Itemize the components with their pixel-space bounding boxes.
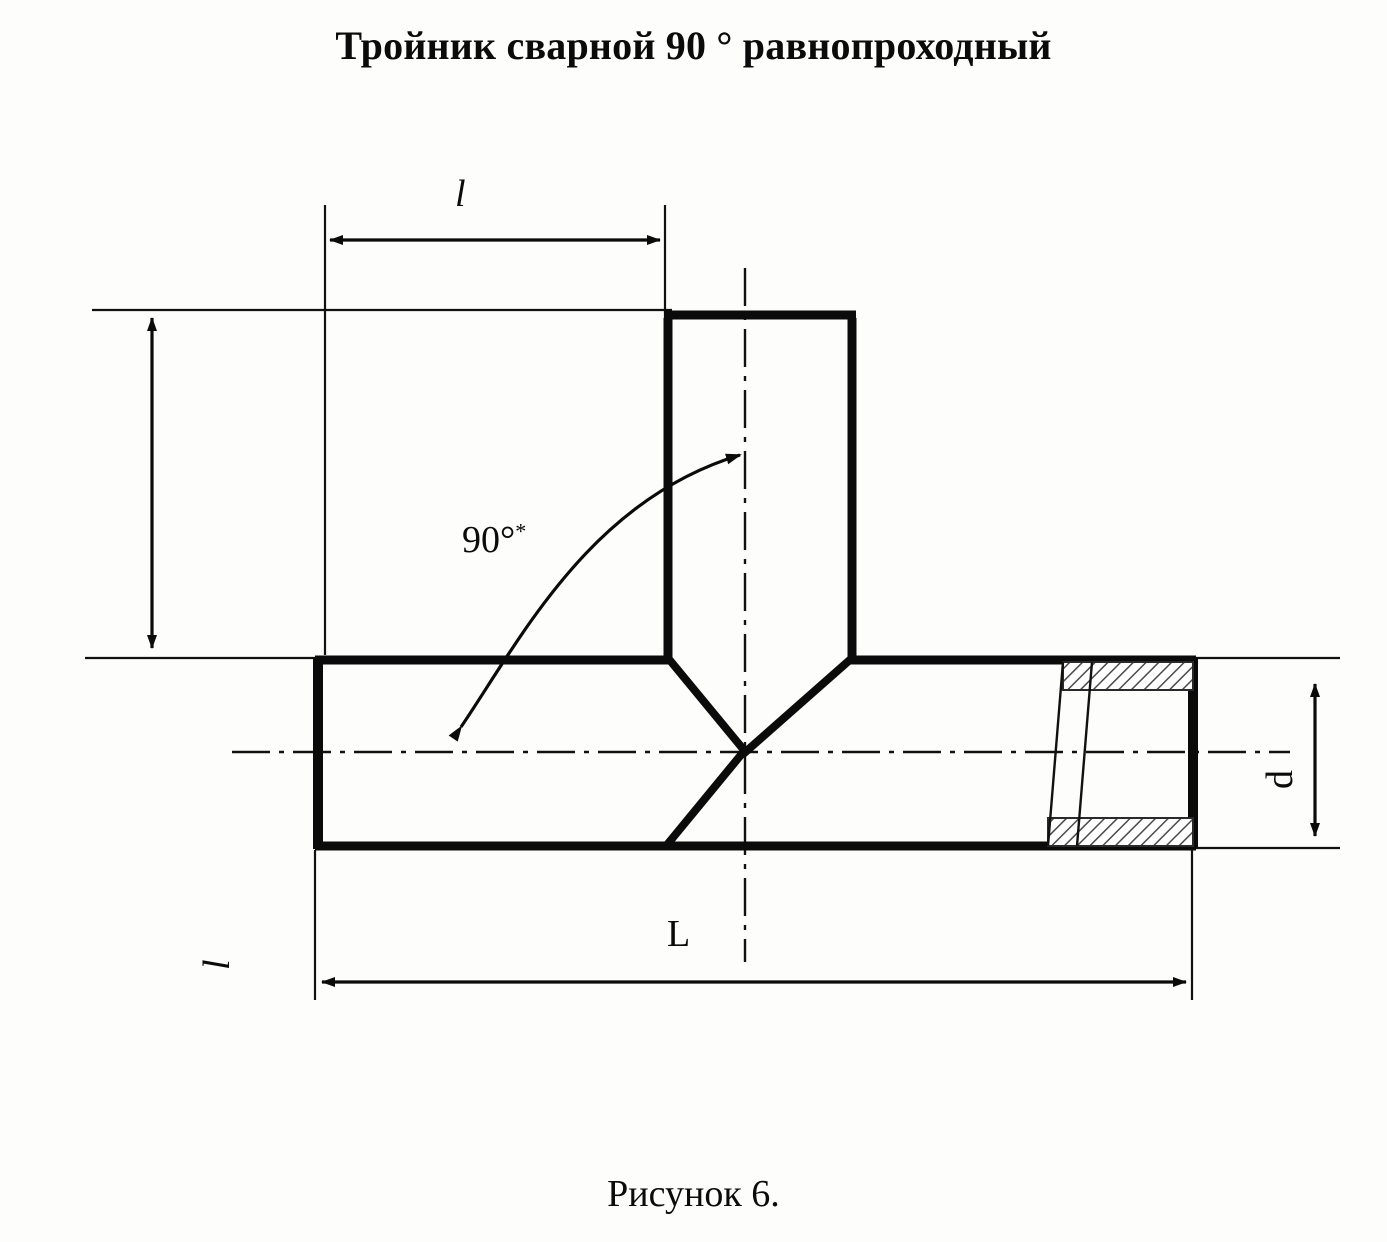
label-branch-offset: l (455, 173, 466, 215)
extension-lines (85, 205, 1340, 1000)
label-branch-height-wrap (103, 520, 238, 970)
figure-caption: Рисунок 6. (607, 1173, 780, 1215)
label-branch-height: l (196, 959, 238, 970)
section-hatch-band (1048, 662, 1193, 846)
label-angle (462, 518, 526, 562)
angle-leader (461, 455, 740, 727)
weld-seam-lower (666, 750, 745, 846)
label-run-length: L (667, 913, 691, 955)
weld-seam-left (668, 658, 748, 755)
label-angle-note: * (515, 518, 527, 544)
label-diameter: d (1259, 770, 1301, 789)
branch-pipe (664, 315, 856, 660)
label-angle-value: 90° (462, 519, 516, 561)
page-title: Тройник сварной 90 ° равнопроходный (335, 23, 1052, 68)
label-diameter-wrap (1258, 745, 1302, 805)
centre-axes (232, 268, 1290, 962)
weld-seam-right (742, 658, 852, 755)
